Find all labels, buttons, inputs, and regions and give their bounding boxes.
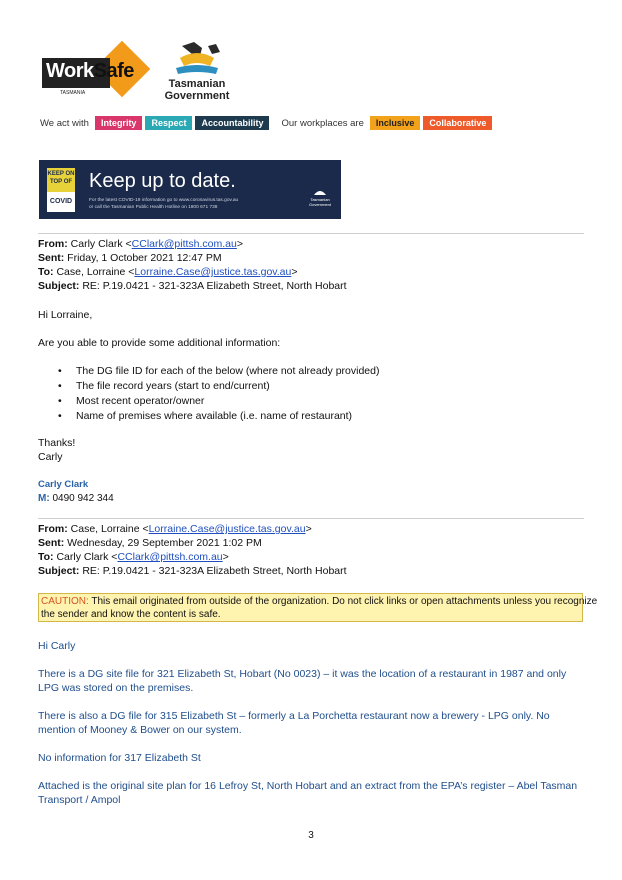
divider (38, 233, 584, 234)
list-item: • Name of premises where available (i.e. name of restaurant) (58, 409, 380, 424)
value-inclusive: Inclusive (370, 116, 421, 130)
tasmanian-government-logo (162, 40, 232, 102)
keep-top-text: KEEP ON TOP OF (47, 168, 75, 192)
email1-to-link[interactable]: Lorraine.Case@justice.tas.gov.au (134, 266, 292, 278)
email1-greeting: Hi Lorraine, (38, 309, 93, 321)
signature-name: Carly Clark (38, 479, 89, 490)
values-prefix: We act with (40, 117, 89, 129)
email2-to: To: Carly Clark <CClark@pittsh.com.au> (38, 551, 229, 563)
email1-sign: Carly (38, 451, 63, 463)
email2-sent: Sent: Wednesday, 29 September 2021 1:02 PM (38, 537, 262, 549)
email1-thanks: Thanks! (38, 437, 76, 449)
worksafe-sub: TASMANIA (60, 90, 86, 96)
keep-on-top-badge (47, 168, 75, 212)
worksafe-wordmark: WorkSafe (46, 60, 134, 82)
banner-title: Keep up to date. (89, 170, 236, 192)
signature-phone: M: 0490 942 344 (38, 493, 114, 504)
caution-label: CAUTION: (41, 596, 89, 607)
value-integrity: Integrity (95, 116, 143, 130)
email2-paragraph-2: There is also a DG file for 315 Elizabeth St – formerly a La Porchetta restaurant now a brewery - LPG only. No mention of Mooney & Bower on our system. (38, 710, 550, 736)
page-number: 3 (308, 830, 314, 841)
banner-subtext: For the latest COVID-19 information go to www.coronavirus.tas.gov.au or call the Tasmanian Public Health Hotline on 1800 671 738 (89, 198, 239, 210)
email2-paragraph-1: There is a DG site file for 321 Elizabeth St, Hobart (No 0023) – it was the location of a restaurant in 1987 and only LPG was stored on the premises. (38, 668, 567, 694)
worksafe-logo (42, 46, 154, 98)
email2-from-link[interactable]: Lorraine.Case@justice.tas.gov.au (148, 523, 306, 535)
email1-sent: Sent: Friday, 1 October 2021 12:47 PM (38, 252, 222, 264)
external-email-caution-banner: CAUTION: This email originated from outside of the organization. Do not click links or open attachments unless you recognize the sender and know the content is safe. (38, 593, 583, 622)
tasmanian-tiger-crest-icon (162, 40, 232, 78)
tas-crest-small-icon (313, 186, 327, 196)
email2-from: From: Case, Lorraine <Lorraine.Case@justice.tas.gov.au> (38, 523, 312, 535)
divider (38, 518, 584, 519)
email1-bullet-list (58, 364, 380, 424)
list-item: • The DG file ID for each of the below (where not already provided) (58, 364, 380, 379)
email1-from: From: Carly Clark <CClark@pittsh.com.au> (38, 238, 243, 250)
email2-paragraph-4: Attached is the original site plan for 16 Lefroy St, North Hobart and an extract from the EPA’s register – Abel Tasman Transport / Ampol (38, 780, 578, 806)
keep-bottom-text: COVID (49, 198, 73, 205)
value-accountability: Accountability (195, 116, 269, 130)
email2-greeting: Hi Carly (38, 640, 76, 652)
list-item: • The file record years (start to end/current) (58, 379, 380, 394)
values-middle: Our workplaces are (281, 117, 364, 129)
banner-gov-logo: Tasmanian Government (307, 186, 333, 207)
tas-gov-line1: Tasmanian (168, 78, 226, 90)
list-item: • Most recent operator/owner (58, 394, 380, 409)
values-bar (40, 116, 492, 130)
email1-to: To: Case, Lorraine <Lorraine.Case@justice.tas.gov.au> (38, 266, 298, 278)
email2-to-link[interactable]: CClark@pittsh.com.au (117, 551, 223, 563)
covid-banner (39, 160, 341, 219)
tas-gov-line2: Government (164, 90, 230, 102)
email2-paragraph-3: No information for 317 Elizabeth St (38, 752, 201, 764)
email1-from-link[interactable]: CClark@pittsh.com.au (131, 238, 237, 250)
email2-subject: Subject: RE: P.19.0421 - 321-323A Elizabeth Street, North Hobart (38, 565, 347, 577)
value-collaborative: Collaborative (423, 116, 492, 130)
email1-subject: Subject: RE: P.19.0421 - 321-323A Elizabeth Street, North Hobart (38, 280, 347, 292)
email1-intro: Are you able to provide some additional information: (38, 337, 281, 349)
value-respect: Respect (145, 116, 192, 130)
